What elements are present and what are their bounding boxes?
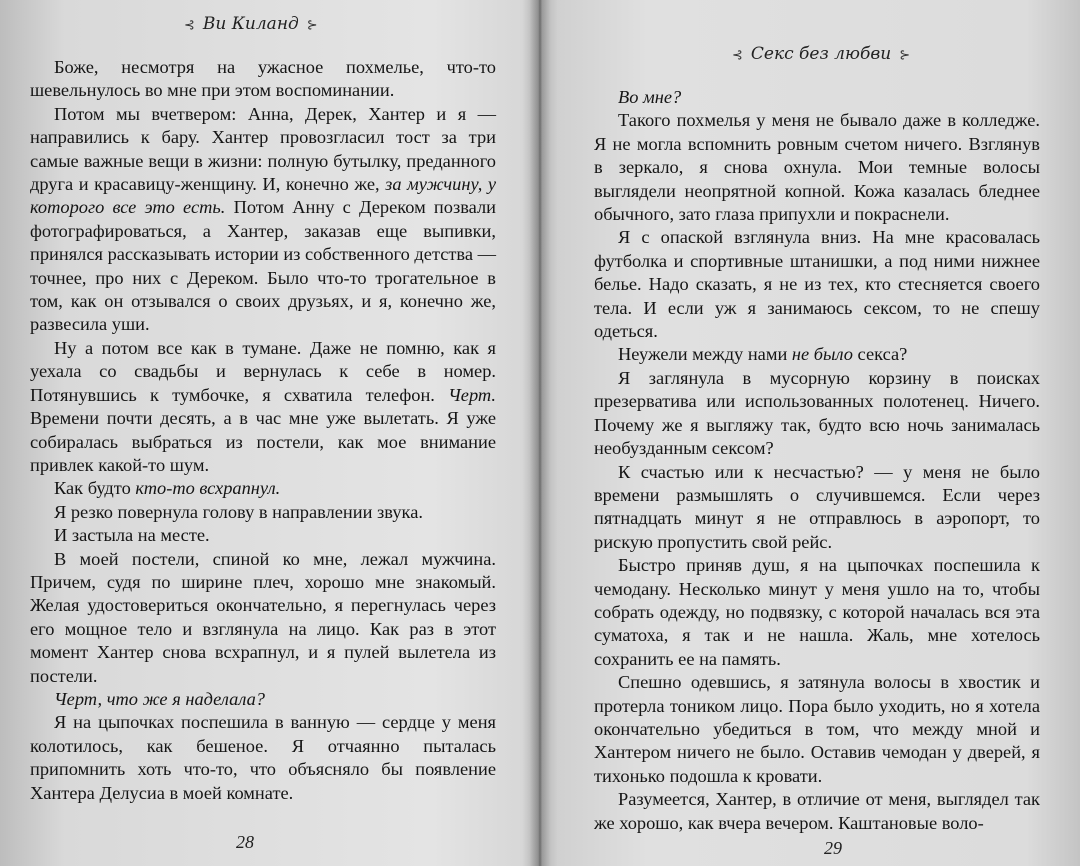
ornament-left-icon: ⊰ [184, 18, 195, 33]
paragraph: Боже, несмотря на ужасное похмелье, что-то шевельнулось во мне при этом воспоминании. [30, 57, 496, 101]
paragraph: Я резко повернула голову в направлении звука. [54, 501, 423, 522]
paragraph: Такого похмелья у меня не бывало даже в колледже. Я не могла вспомнить ровным счетом ничего. Взглянув в зеркало, я снова охнула. Мои темные волосы выглядели неопрятной копной. Кожа казалась бледнее обычного, зато глаза припухли и покраснели. [594, 110, 1040, 225]
running-head-author-text: Ви Киланд [202, 14, 299, 34]
paragraph: Неужели между нами не было секса? [618, 344, 908, 365]
paragraph: В моей постели, спиной ко мне, лежал мужчина. Причем, судя по ширине плеч, хорошо мне знакомый. Желая удостовериться окончательно, я перегнулась через его мощное тело и взглянула на лицо. Как раз в этот момент Хантер снова всхрапнул, и я пулей вылетела из постели. [30, 548, 496, 686]
italic-phrase: кто-то всхрапнул. [135, 478, 281, 499]
right-page-body [594, 86, 1040, 835]
paragraph: Спешно одевшись, я затянула волосы в хвостик и протерла тоником лицо. Пора было уходить, но я хотела окончательно убедиться в том, что между мной и Хантером ничего не было. Оставив чемодан у дверей, я тихонько подошла к кровати. [594, 672, 1040, 786]
ornament-right-icon: ⊱ [899, 48, 911, 63]
paragraph: Ну а потом все как в тумане. Даже не помню, как я уехала со свадьбы и вернулась к себе в номер. Потянувшись к тумбочке, я схватила телефон. Черт. Времени почти десять, а в час мне уже вылетать. Я уже собиралась выбраться из постели, как мое внимание привлек какой-то шум. [30, 337, 496, 475]
paragraph: Я на цыпочках поспешила в ванную — сердце у меня колотилось, как бешеное. Я отчаянно пыталась припомнить хоть что-то, что объясняло бы появление Хантера Делусиа в моей комнате. [30, 712, 496, 803]
italic-phrase: Во мне? [618, 87, 682, 107]
left-page [0, 0, 532, 866]
running-head-title-text: Секс без любви [750, 44, 892, 64]
ornament-left-icon: ⊰ [732, 48, 743, 63]
paragraph: Потом мы вчетвером: Анна, Дерек, Хантер и я — направились к бару. Хантер провозгласил тост за три самые важные вещи в жизни: полную бутылку, преданного друга и красавицу-женщину. И, конечно же, за мужчину, у которого все это есть. Потом Анну с Дереком позвали фотографироваться, а Хантер, заказав еще выпивки, принялся рассказывать истории из собственного детства — точнее, про них с Дереком. Было что-то трогательное в том, как он отзывался о своих друзьях, и я, конечно же, развесила уши. [30, 103, 497, 335]
paragraph [30, 688, 496, 711]
paragraph [594, 86, 1040, 109]
left-page-body [30, 56, 496, 805]
paragraph: И застыла на месте. [54, 525, 210, 546]
paragraph: Я заглянула в мусорную корзину в поисках презерватива или использованных полотенец. Ничего. Почему же я выгляжу так, будто всю ночь занималась необузданным сексом? [594, 367, 1040, 459]
italic-phrase: за мужчину, у которого все это есть. [30, 174, 496, 218]
page-number: 29 [824, 838, 842, 858]
ornament-right-icon: ⊱ [306, 18, 318, 33]
page-number: 28 [236, 832, 254, 852]
italic-phrase: не было [791, 344, 853, 365]
paragraph: Разумеется, Хантер, в отличие от меня, выглядел так же хорошо, как вчера вечером. Каштановые воло- [594, 789, 1040, 833]
right-page [548, 0, 1080, 866]
italic-phrase: Черт, что же я наделала? [54, 688, 265, 709]
paragraph: Я с опаской взглянула вниз. На мне красовалась футболка и спортивные штанишки, а под ними нижнее белье. Надо сказать, я не из тех, кто стесняется своего тела. И если уж я занимаюсь сексом, то не спешу одеться. [594, 227, 1040, 342]
italic-phrase: Черт. [448, 384, 496, 405]
running-head-author [176, 14, 326, 34]
paragraph: Как будто кто-то всхрапнул. [54, 478, 281, 499]
running-head-title [724, 44, 918, 64]
paragraph: Быстро приняв душ, я на цыпочках поспешила к чемодану. Несколько минут у меня ушло на то, чтобы собрать одежду, но подвязку, с которой началась вся эта суматоха, я так и не нашла. Жаль, мне хотелось сохранить ее на память. [594, 555, 1040, 669]
paragraph: К счастью или к несчастью? — у меня не было времени размышлять о случившемся. Если через пятнадцать минут я не отправлюсь в аэропорт, то рискую пропустить свой рейс. [594, 461, 1040, 552]
